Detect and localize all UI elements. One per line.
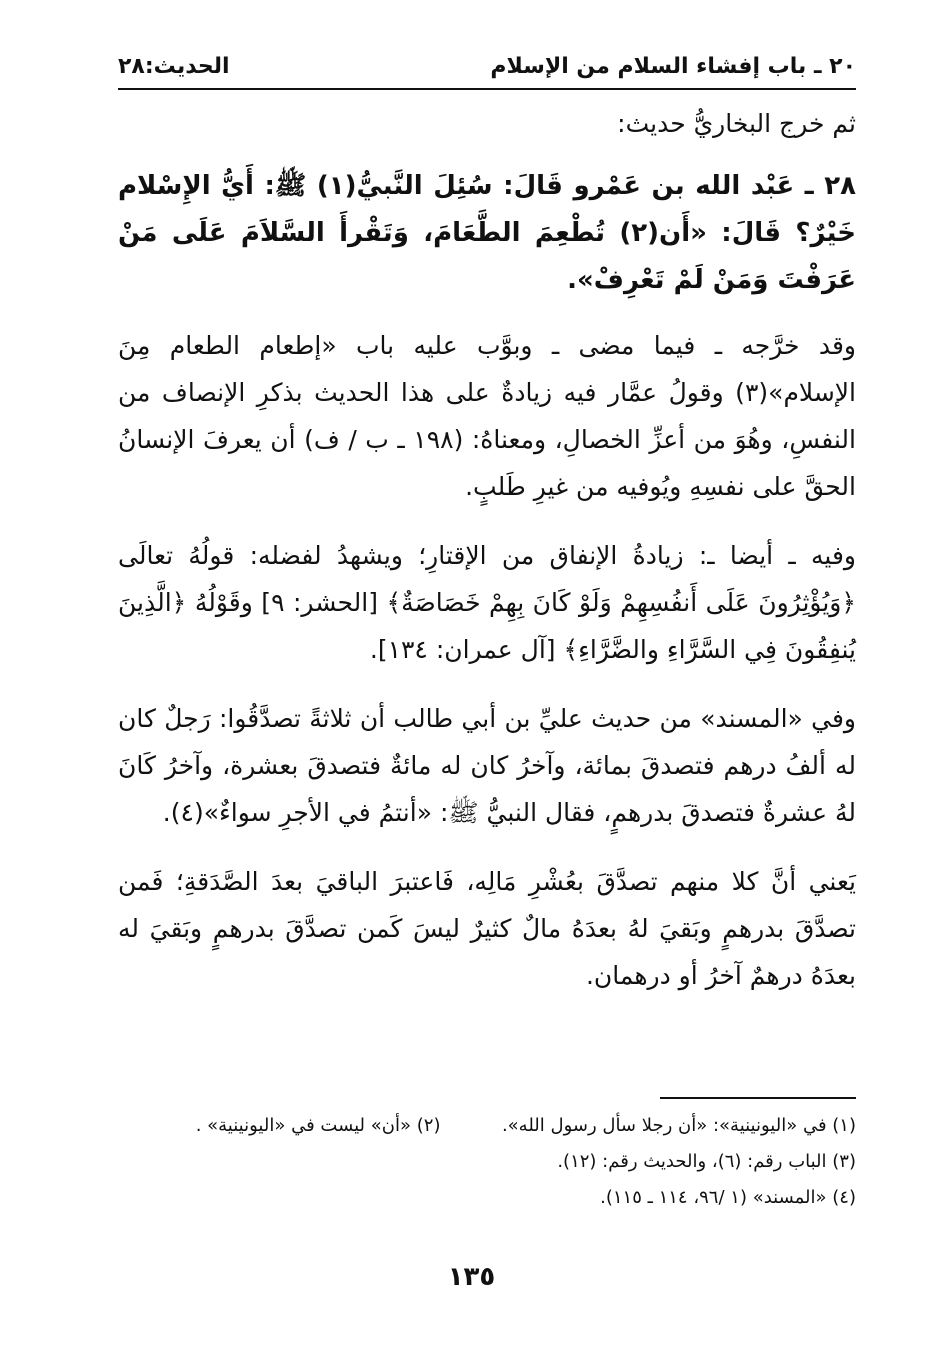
footnote-2: (٢) «أن» ليست في «اليونينية» . [195, 1115, 441, 1136]
footnote-1: (١) في «اليونينية»: «أن رجلا سأل رسول الله». [501, 1115, 856, 1136]
footnotes [118, 1108, 856, 1216]
commentary-paragraph-2: وفيه ـ أيضا ـ: زيادةُ الإنفاق من الإقتارِ؛ ويشهدُ لفضله: قولُهُ تعالَى ﴿وَيُؤْثِرُونَ عَلَى أَنفُسِهِمْ وَلَوْ كَانَ بِهِمْ خَصَاصَةٌ﴾ [الحشر: ٩] وقَوْلُهُ ﴿الَّذِينَ يُنفِقُونَ فِي السَّرَّاءِ والضَّرَّاءِ﴾ [آل عمران: ١٣٤]. [118, 541, 856, 664]
hadith-number: الحديث:٢٨ [118, 54, 230, 79]
hadith-text: ٢٨ ـ عَبْد الله بن عَمْرو قَالَ: سُئِلَ النَّبيُّ(١) ﷺ: أَيُّ الإِسْلام خَيْرٌ؟ قَالَ: «أَن(٢) تُطْعِمَ الطَّعَامَ، وَتَقْرأَ السَّلاَمَ عَلَى مَنْ عَرَفْتَ وَمَنْ لَمْ تَعْرِفْ». [118, 171, 856, 295]
footnote-row [118, 1108, 856, 1144]
main-text [118, 100, 856, 1021]
footnote-3: (٣) الباب رقم: (٦)، والحديث رقم: (١٢). [557, 1151, 856, 1172]
page-number: ١٣٥ [447, 1262, 496, 1292]
footnote-divider [660, 1097, 856, 1099]
intro-line: ثم خرج البخاريُّ حديث: [617, 109, 856, 138]
footnote-4: (٤) «المسند» (١ /٩٦، ١١٤ ـ ١١٥). [600, 1187, 856, 1208]
chapter-title: ٢٠ ـ باب إفشاء السلام من الإسلام [490, 54, 856, 79]
commentary-paragraph-1: وقد خرَّجه ـ فيما مضى ـ وبوَّب عليه باب «إطعام الطعام مِنَ الإسلام»(٣) وقولُ عمَّار فيه زيادةٌ على هذا الحديث بذكرِ الإنصاف من النفسِ، وهُوَ من أعزِّ الخصالِ، ومعناهُ: (١٩٨ ـ ب / ف) أن يعرفَ الإنسانُ الحقَّ على نفسِهِ ويُوفيه من غيرِ طَلبٍ. [118, 331, 856, 501]
commentary-paragraph-4: يَعني أنَّ كلا منهم تصدَّقَ بعُشْرِ مَالِه، فَاعتبرَ الباقيَ بعدَ الصَّدَقةِ؛ فَمن تصدَّقَ بدرهمٍ وبَقيَ لهُ بعدَهُ مالٌ كثيرٌ ليسَ كَمن تصدَّقَ بدرهمٍ وبَقيَ له بعدَهُ درهمٌ آخرُ أو درهمان. [118, 867, 856, 990]
commentary-paragraph-3: وفي «المسند» من حديث عليِّ بن أبي طالب أن ثلاثةً تصدَّقُوا: رَجلٌ كان له ألفُ درهم فتصدقَ بمائة، وآخرُ كان له مائةٌ فتصدقَ بعشرة، وآخرُ كَانَ لهُ عشرةٌ فتصدقَ بدرهمٍ، فقال النبيُّ ﷺ: «أنتمُ في الأجرِ سواءٌ»(٤). [118, 704, 856, 827]
running-header [118, 50, 856, 90]
